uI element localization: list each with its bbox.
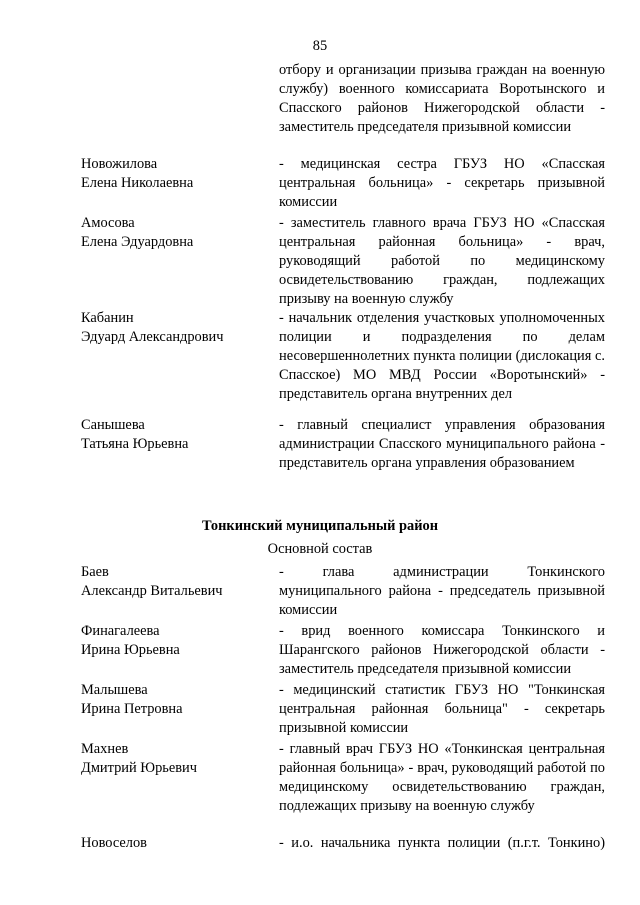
member-role: - медицинская сестра ГБУЗ НО «Спасская центральная больница» - секретарь призывной комиссии xyxy=(279,156,605,210)
member-name xyxy=(81,740,271,778)
member-role: - врид военного комиссара Тонкинского и Шарангского районов Нижегородской области - заместитель председателя призывной комиссии xyxy=(279,623,605,677)
member-role: - начальник отделения участковых уполномоченных полиции и подразделения по делам несовершеннолетних пункта полиции (дислокация с. Спасское) МО МВД России «Воротынский» - представитель органа внутренних дел xyxy=(279,310,605,402)
member-role: - глава администрации Тонкинского муниципального района - председатель призывной комиссии xyxy=(279,564,605,618)
member-role: - заместитель главного врача ГБУЗ НО «Спасская центральная районная больница» - врач, руководящий работой по медицинскому освидетельствованию граждан, подлежащих призыву на военную службу xyxy=(279,215,605,307)
continuation-text: отбору и организации призыва граждан на военную службу) военного комиссариата Воротынского и Спасского районов Нижегородской области - заместитель председателя призывной комиссии xyxy=(279,62,605,135)
member-role: - главный врач ГБУЗ НО «Тонкинская центральная районная больница» - врач, руководящий работой по медицинскому освидетельствованию граждан, подлежащих призыву на военную службу xyxy=(279,741,605,814)
member-surname: Финагалеева xyxy=(81,623,160,639)
member-given-names: Александр Витальевич xyxy=(81,583,223,599)
member-surname: Новоселов xyxy=(81,835,147,851)
member-name xyxy=(81,155,271,193)
member-name xyxy=(81,563,271,601)
member-given-names: Татьяна Юрьевна xyxy=(81,436,189,452)
member-surname: Махнев xyxy=(81,741,129,757)
member-given-names: Елена Эдуардовна xyxy=(81,234,194,250)
member-role: - медицинский статистик ГБУЗ НО "Тонкинская центральная районная больница" - секретарь призывной комиссии xyxy=(279,682,605,736)
member-name xyxy=(81,834,271,853)
member-surname: Баев xyxy=(81,564,109,580)
page-number: 85 xyxy=(312,38,328,54)
member-role: - и.о. начальника пункта полиции (п.г.т. Тонкино) xyxy=(279,835,605,851)
member-given-names: Эдуард Александрович xyxy=(81,329,224,345)
member-name xyxy=(81,214,271,252)
member-surname: Кабанин xyxy=(81,310,134,326)
member-given-names: Ирина Юрьевна xyxy=(81,642,180,658)
member-name xyxy=(81,622,271,660)
member-name xyxy=(81,681,271,719)
member-name xyxy=(81,416,271,454)
member-surname: Новожилова xyxy=(81,156,158,172)
member-surname: Санышева xyxy=(81,417,145,433)
subsection-title: Основной состав xyxy=(267,541,373,557)
member-given-names: Елена Николаевна xyxy=(81,175,194,191)
member-name xyxy=(81,309,271,347)
member-given-names: Ирина Петровна xyxy=(81,701,183,717)
member-surname: Малышева xyxy=(81,682,148,698)
member-role: - главный специалист управления образования администрации Спасского муниципального района - представитель органа управления образованием xyxy=(279,417,605,471)
member-given-names: Дмитрий Юрьевич xyxy=(81,760,197,776)
section-title: Тонкинский муниципальный район xyxy=(201,518,439,534)
member-surname: Амосова xyxy=(81,215,135,231)
